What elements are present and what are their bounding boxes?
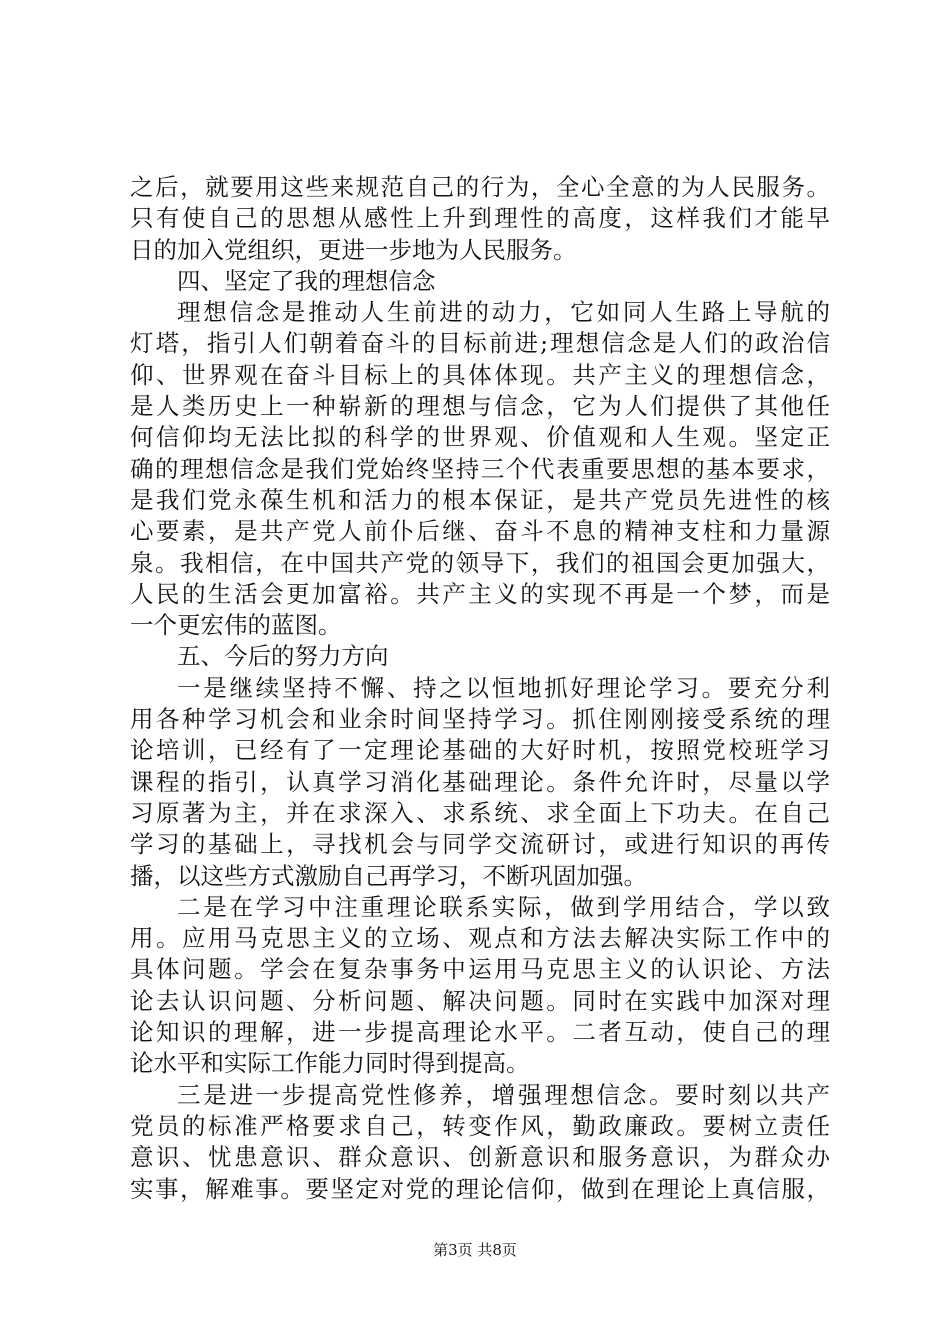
- text-line: 播，以这些方式激励自己再学习，不断巩固加强。: [130, 861, 647, 890]
- section-heading: 五、今后的努力方向: [177, 642, 389, 671]
- text-line: 是我们党永葆生机和活力的根本保证，是共产党员先进性的核: [130, 485, 830, 514]
- text-line: 论去认识问题、分析问题、解决问题。同时在实践中加深对理: [130, 986, 830, 1015]
- text-line: 具体问题。学会在复杂事务中运用马克思主义的认识论、方法: [130, 955, 830, 984]
- text-line: 学习的基础上，寻找机会与同学交流研讨，或进行知识的再传: [130, 830, 830, 859]
- text-line: 论水平和实际工作能力同时得到提高。: [130, 1049, 530, 1078]
- text-line: 是人类历史上一种崭新的理想与信念，它为人们提供了其他任: [130, 392, 830, 421]
- text-line: 用。应用马克思主义的立场、观点和方法去解决实际工作中的: [130, 924, 830, 953]
- text-line: 实事，解难事。要坚定对党的理论信仰，做到在理论上真信服，: [130, 1174, 830, 1203]
- text-line: 一个更宏伟的蓝图。: [130, 611, 342, 640]
- text-line: 理想信念是推动人生前进的动力，它如同人生路上导航的: [177, 298, 830, 327]
- section-heading: 四、坚定了我的理想信念: [177, 266, 436, 295]
- text-line: 三是进一步提高党性修养，增强理想信念。要时刻以共产: [177, 1080, 830, 1109]
- text-line: 何信仰均无法比拟的科学的世界观、价值观和人生观。坚定正: [130, 423, 830, 452]
- text-line: 日的加入党组织，更进一步地为人民服务。: [130, 235, 577, 264]
- text-line: 确的理想信念是我们党始终坚持三个代表重要思想的基本要求，: [130, 454, 830, 483]
- text-line: 灯塔，指引人们朝着奋斗的目标前进;理想信念是人们的政治信: [130, 329, 830, 358]
- text-line: 泉。我相信，在中国共产党的领导下，我们的祖国会更加强大，: [130, 548, 830, 577]
- text-line: 仰、世界观在奋斗目标上的具体体现。共产主义的理想信念，: [130, 360, 830, 389]
- text-line: 课程的指引，认真学习消化基础理论。条件允许时，尽量以学: [130, 767, 830, 796]
- text-line: 心要素，是共产党人前仆后继、奋斗不息的精神支柱和力量源: [130, 517, 830, 546]
- text-line: 论知识的理解，进一步提高理论水平。二者互动，使自己的理: [130, 1018, 830, 1047]
- text-line: 论培训，已经有了一定理论基础的大好时机，按照党校班学习: [130, 736, 830, 765]
- text-line: 党员的标准严格要求自己，转变作风，勤政廉政。要树立责任: [130, 1111, 830, 1140]
- document-body: [130, 172, 830, 1205]
- text-line: 人民的生活会更加富裕。共产主义的实现不再是一个梦，而是: [130, 579, 830, 608]
- text-line: 意识、忧患意识、群众意识、创新意识和服务意识，为群众办: [130, 1143, 830, 1172]
- text-line: 二是在学习中注重理论联系实际，做到学用结合，学以致: [177, 892, 830, 921]
- page-footer: 第3页 共8页: [433, 1241, 517, 1259]
- text-line: 只有使自己的思想从感性上升到理性的高度，这样我们才能早: [130, 204, 830, 233]
- text-line: 用各种学习机会和业余时间坚持学习。抓住刚刚接受系统的理: [130, 705, 830, 734]
- text-line: 一是继续坚持不懈、持之以恒地抓好理论学习。要充分利: [177, 673, 830, 702]
- text-line: 习原著为主，并在求深入、求系统、求全面上下功夫。在自己: [130, 798, 830, 827]
- text-line: 之后，就要用这些来规范自己的行为，全心全意的为人民服务。: [130, 173, 830, 201]
